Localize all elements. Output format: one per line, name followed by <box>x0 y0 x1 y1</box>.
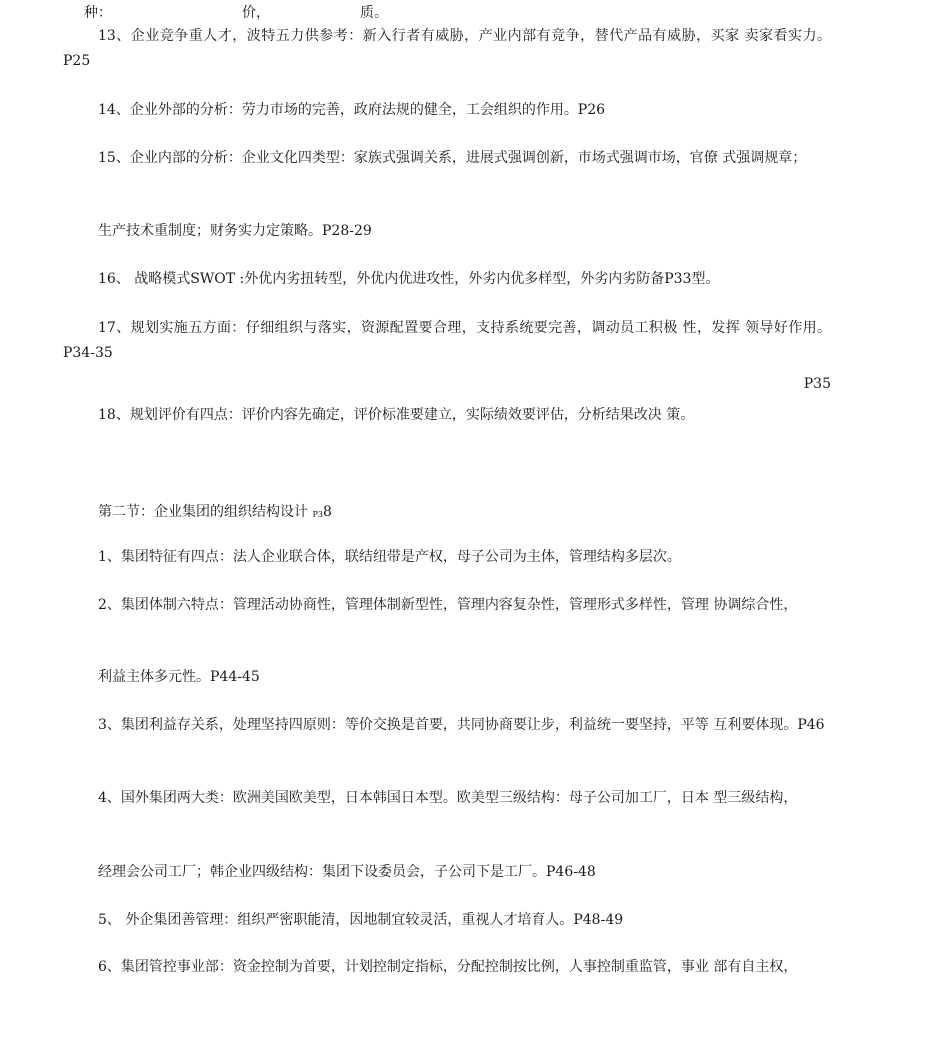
item-6: 6、集团管控事业部：资金控制为首要，计划控制定指标，分配控制按比例，人事控制重监管，事业 部有自主权， <box>98 959 798 975</box>
item-4-continued: 经理会公司工厂；韩企业四级结构：集团下设委员会，子公司下是工厂。P46-48 <box>98 864 596 880</box>
item-16: 16、 战略模式SWOT :外优内劣扭转型，外优内优进攻性，外劣内优多样型，外劣内劣防备P33型。 <box>98 271 720 287</box>
section-title <box>63 500 831 527</box>
fragment-1: 种： <box>84 5 112 21</box>
fragment-2: 价， <box>242 5 270 21</box>
item-17: 17、规划实施五方面：仔细组织与落实，资源配置要合理，支持系统要完善，调动员工积极 性，发挥 领导好作用。P34-35 <box>63 320 831 361</box>
section-title-sub: P3 <box>312 510 323 519</box>
item-13: 13、企业竞争重人才，波特五力供参考：新入行者有威胁，产业内部有竞争，替代产品有威胁，买家 卖家看实力。P25 <box>63 28 831 69</box>
page-reference: P35 <box>803 376 831 392</box>
item-18: 18、规划评价有四点：评价内容先确定，评价标准要建立，实际绩效要评估，分析结果改决 策。 <box>98 407 695 423</box>
item-2-continued: 利益主体多元性。P44-45 <box>98 669 260 685</box>
item-2: 2、集团体制六特点：管理活动协商性，管理体制新型性，管理内容复杂性，管理形式多样性，管理 协调综合性， <box>98 597 798 613</box>
item-5: 5、 外企集团善管理：组织严密职能清，因地制宜较灵活，重视人才培育人。P48-49 <box>98 912 624 928</box>
item-14: 14、企业外部的分析：劳力市场的完善，政府法规的健全，工会组织的作用。P26 <box>98 102 606 118</box>
item-15: 15、企业内部的分析：企业文化四类型：家族式强调关系，进展式强调创新，市场式强调市场，官僚 式强调规章； <box>98 150 807 166</box>
item-15-continued: 生产技术重制度；财务实力定策略。P28-29 <box>98 223 372 239</box>
top-fragment-line <box>0 3 950 23</box>
section-title-tail: 8 <box>322 504 332 520</box>
item-4: 4、国外集团两大类：欧洲美国欧美型，日本韩国日本型。欧美型三级结构：母子公司加工厂，日本 型三级结构， <box>98 790 798 806</box>
item-1: 1、集团特征有四点：法人企业联合体，联结纽带是产权，母子公司为主体，管理结构多层次。 <box>98 549 681 565</box>
item-3: 3、集团利益存关系，处理坚持四原则：等价交换是首要，共同协商要让步，利益统一要坚持，平等 互利要体现。P46 <box>98 717 825 733</box>
section-title-main: 第二节：企业集团的组织结构设计 <box>98 504 313 520</box>
fragment-3: 质。 <box>360 5 388 21</box>
